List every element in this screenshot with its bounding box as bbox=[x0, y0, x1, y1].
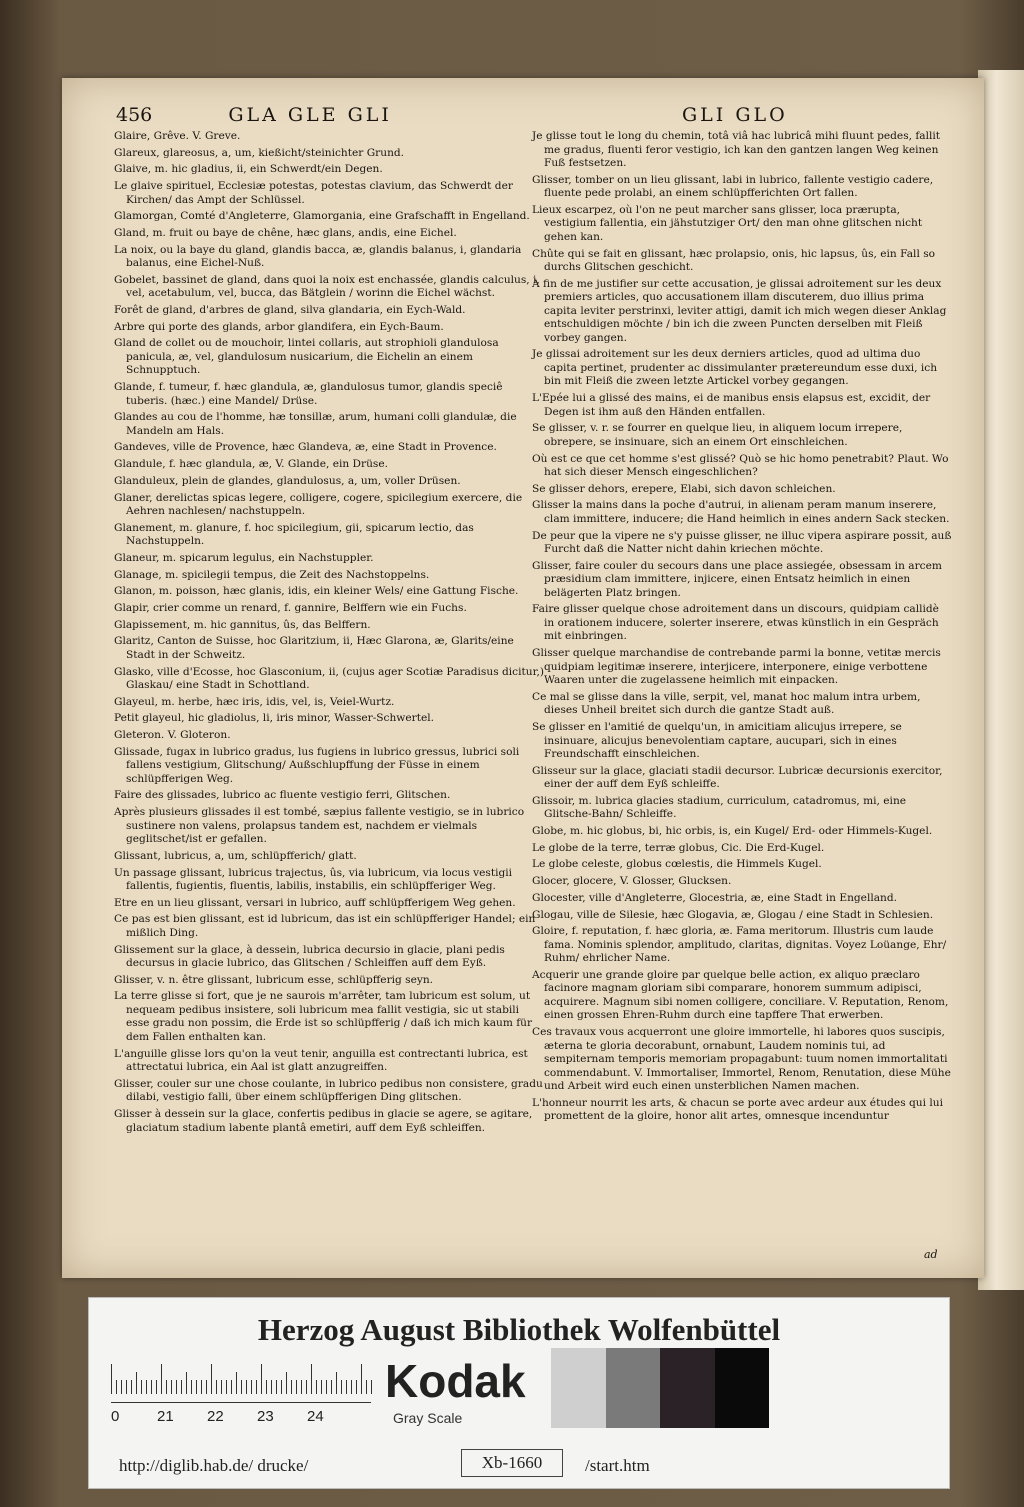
dictionary-entry: Glisser la mains dans la poche d'autrui, in alienam peram manum inserere, clam immittere, inducere; die Hand heimlich in eines andern Sack stecken. bbox=[532, 499, 950, 525]
scale-label-21: 21 bbox=[157, 1408, 174, 1425]
dictionary-entry: Glayeul, m. herbe, hæc iris, idis, vel, is, Veiel-Wurtz. bbox=[114, 695, 395, 708]
gray-patch bbox=[715, 1348, 770, 1428]
dictionary-entry: Glisser, faire couler du secours dans une place assiegée, obsessam in arcem præsidium clam immittere, injicere, einen Entsatz heimlich in einen belägerten Platz bringen. bbox=[532, 559, 942, 599]
dictionary-entry: Glisser, tomber on un lieu glissant, labi in lubrico, fallente vestigio cadere, fluente pede prolabi, an einem schlüpfferichten Ort fallen. bbox=[532, 173, 934, 200]
ruler-tick bbox=[131, 1380, 132, 1394]
ruler-tick bbox=[171, 1380, 172, 1394]
ruler-tick bbox=[216, 1380, 217, 1394]
dictionary-entry: Glandule, f. hæc glandula, æ, V. Glande, ein Drüse. bbox=[114, 458, 388, 471]
dictionary-entry: Glissement sur la glace, à dessein, lubrica decursio in glacie, plani pedis decursus in glacie lubrico, das Glitschen / Schleiffen auff dem Eyß. bbox=[114, 943, 505, 970]
dictionary-entry: Se glisser, v. r. se fourrer en quelque lieu, in aliquem locum irrepere, obrepere, se insinuare, sich an einem Ort einschleichen. bbox=[532, 422, 903, 448]
dictionary-entry: Acquerir une grande gloire par quelque belle action, ex aliquo præclaro facinore magnam gloriam sibi comparare, honorem summum adipisci, acquirere. Magnum sibi nomen colligere, conciliare. V. Reputation, Renom, einen grossen Ehren-Ruhm durch eine tapffere That erwerben. bbox=[532, 968, 949, 1022]
ruler-tick bbox=[121, 1380, 122, 1394]
dictionary-entry: Le glaive spirituel, Ecclesiæ potestas, potestas clavium, das Schwerdt der Kirchen/ das Ampt der Schlüssel. bbox=[114, 180, 513, 206]
ruler-tick bbox=[241, 1380, 242, 1394]
ruler-tick bbox=[246, 1380, 247, 1394]
dictionary-entry: Gland de collet ou de mouchoir, lintei collaris, aut strophioli glandulosa panicula, æ, vel, glandulosum nusicarium, die Eichelin an einem Schnupptuch. bbox=[114, 337, 499, 377]
dictionary-entry: Le globe celeste, globus cœlestis, die Himmels Kugel. bbox=[532, 858, 822, 871]
scale-label-24: 24 bbox=[307, 1408, 324, 1425]
dictionary-entry: Glandes au cou de l'homme, hæ tonsillæ, arum, humani colli glandulæ, die Mandeln am Hals. bbox=[114, 411, 517, 437]
ruler-tick bbox=[261, 1364, 262, 1394]
ruler-tick bbox=[301, 1380, 302, 1394]
dictionary-entry: Je glisse tout le long du chemin, totâ viâ hac lubricâ mihi fluunt pedes, fallit me gradus, fluenti feror vestigio, ich kan den gantzen langen Weg keinen Fuß festsetzen. bbox=[532, 130, 941, 169]
dictionary-entry: Faire des glissades, lubrico ac fluente vestigio ferri, Glitschen. bbox=[114, 789, 451, 802]
dictionary-entry: Glisser à dessein sur la glace, confertis pedibus in glacie se agere, se agitare, glaciatum stadium labente plantâ emetiri, auff dem Eyß schleiffen. bbox=[114, 1108, 533, 1134]
dictionary-entry: La noix, ou la baye du gland, glandis bacca, æ, glandis balanus, i, glandaria balanus, eine Eichel-Nuß. bbox=[114, 243, 522, 270]
ruler-tick bbox=[136, 1372, 137, 1394]
right-guide-words: GLI GLO bbox=[682, 104, 788, 126]
url-link-left[interactable]: http://diglib.hab.de/ drucke/ bbox=[119, 1456, 309, 1475]
dictionary-entry: Glamorgan, Comté d'Angleterre, Glamorgania, eine Grafschafft in Engelland. bbox=[114, 210, 530, 223]
ruler-tick bbox=[191, 1380, 192, 1394]
ruler-scale bbox=[111, 1360, 371, 1400]
left-running-head bbox=[116, 104, 392, 126]
dictionary-entry: De peur que la vipere ne s'y puisse glisser, ne illuc vipera aspirare possit, auß Furcht daß die Natter nicht dahin kriechen möchte. bbox=[532, 529, 952, 556]
shelfmark: Xb-1660 bbox=[461, 1449, 563, 1477]
dictionary-entry: Glapir, crier comme un renard, f. gannire, Belffern wie ein Fuchs. bbox=[114, 601, 467, 614]
dictionary-entry: Etre en un lieu glissant, versari in lubrico, auff schlüpfferigem Weg gehen. bbox=[114, 896, 516, 909]
ruler-tick bbox=[361, 1364, 362, 1394]
dictionary-entry: Ce pas est bien glissant, est id lubricum, das ist ein schlüpfferiger Handel; ein mißlich Ding. bbox=[114, 913, 536, 939]
scale-label-23: 23 bbox=[257, 1408, 274, 1425]
ruler-tick bbox=[196, 1380, 197, 1394]
dictionary-entry: L'honneur nourrit les arts, & chacun se porte avec ardeur aux études qui lui promettent de la gloire, honor alit artes, omnesque incenduntur bbox=[532, 1096, 943, 1123]
dictionary-entry: Gandeves, ville de Provence, hæc Glandeva, æ, eine Stadt in Provence. bbox=[114, 441, 497, 454]
dictionary-entry: Lieux escarpez, où l'on ne peut marcher sans glisser, loca prærupta, vestigium fallentia, ein jähstutziger Ort/ den man ohne glitschen nicht gehen kan. bbox=[532, 203, 923, 243]
dictionary-entry: Glareux, glareosus, a, um, kießicht/steinichter Grund. bbox=[114, 146, 405, 159]
ruler-tick bbox=[211, 1364, 212, 1394]
ruler-tick bbox=[341, 1380, 342, 1394]
dictionary-entry: Glanon, m. poisson, hæc glanis, idis, ein kleiner Wels/ eine Gattung Fische. bbox=[114, 585, 519, 598]
dictionary-entry: A fin de me justifier sur cette accusation, je glissai adroitement sur les deux premiers articles, quo accusationem illam discuterem, duo illius prima capita leviter perstrinxi, leviter attigi, damit ich mich wegen dieser Anklag entschuldigen möchte / bin ich die zween Puncten derselben mit Fleiß vorbey gangen. bbox=[532, 277, 947, 344]
ruler-tick bbox=[126, 1380, 127, 1394]
dictionary-entry: Gland, m. fruit ou baye de chêne, hæc glans, andis, eine Eichel. bbox=[114, 226, 457, 239]
ruler-tick bbox=[206, 1380, 207, 1394]
ruler-tick bbox=[156, 1380, 157, 1394]
ruler-tick bbox=[306, 1380, 307, 1394]
ruler-tick bbox=[366, 1380, 367, 1394]
ruler-tick bbox=[111, 1364, 112, 1394]
ruler-tick bbox=[221, 1380, 222, 1394]
dictionary-entry: Glisser quelque marchandise de contrebande parmi la bonne, vetitæ mercis quidpiam legitimæ inserere, interjicere, interponere, einige verbottene Waaren unter die zugelassene heimlich mit einpacken. bbox=[532, 647, 941, 687]
dictionary-entry: Glissoir, m. lubrica glacies stadium, curriculum, catadromus, mi, eine Glitsche-Bahn/ Schleiffe. bbox=[532, 794, 907, 821]
dictionary-entry: Forêt de gland, d'arbres de gland, silva glandaria, ein Eych-Wald. bbox=[114, 304, 466, 316]
ruler-tick bbox=[231, 1380, 232, 1394]
url-link-right[interactable]: /start.htm bbox=[585, 1456, 650, 1475]
ruler-tick bbox=[181, 1380, 182, 1394]
ruler-tick bbox=[271, 1380, 272, 1394]
dictionary-entry: Se glisser en l'amitié de quelqu'un, in amicitiam alicujus irrepere, se insinuare, alicujus benevolentiam captare, aucupari, sich in eines Freundschafft einschleichen. bbox=[532, 721, 902, 760]
left-column bbox=[114, 130, 544, 1138]
dictionary-entry: Glanement, m. glanure, f. hoc spicilegium, gii, spicarum lectio, das Nachstuppeln. bbox=[114, 521, 474, 548]
ruler-tick bbox=[141, 1380, 142, 1394]
kodak-logo: Kodak bbox=[385, 1355, 526, 1407]
dictionary-entry: Glaneur, m. spicarum legulus, ein Nachstuppler. bbox=[114, 551, 374, 564]
dictionary-entry: Le globe de la terre, terræ globus, Cic. Die Erd-Kugel. bbox=[532, 841, 825, 854]
library-name: Herzog August Bibliothek Wolfenbüttel bbox=[257, 1312, 781, 1347]
ruler-tick bbox=[276, 1380, 277, 1394]
dictionary-entry: Glisseur sur la glace, glaciati stadii decursor. Lubricæ decursionis exercitor, einer der auff dem Eyß schleiffe. bbox=[532, 764, 943, 791]
ruler-tick bbox=[251, 1380, 252, 1394]
dictionary-entry: Glaritz, Canton de Suisse, hoc Glaritzium, ii, Hæc Glarona, æ, Glarits/eine Stadt in der Schweitz. bbox=[114, 635, 514, 661]
ruler-tick bbox=[151, 1380, 152, 1394]
dictionary-entry: Glissade, fugax in lubrico gradus, lus fugiens in lubrico gressus, lubrici soli fallens vestigium, Glitschung/ Außschlupffung der Füsse in einem schlüpfferigen Weg. bbox=[114, 745, 520, 785]
dictionary-entry: Un passage glissant, lubricus trajectus, ûs, via lubricum, via locus vestigii fallentis, fugientis, fluentis, labilis, instabilis, ein schlüpfferiger Weg. bbox=[114, 866, 513, 892]
dictionary-entry: Ce mal se glisse dans la ville, serpit, vel, manat hoc malum intra urbem, dieses Unheil breitet sich durch die gantze Stadt auß. bbox=[532, 690, 921, 717]
ruler-tick bbox=[146, 1380, 147, 1394]
dictionary-entry: Glaner, derelictas spicas legere, colligere, cogere, spicilegium exercere, die Aehren nachlesen/ nachstuppeln. bbox=[114, 491, 523, 517]
dictionary-entry: Glogau, ville de Silesie, hæc Glogavia, æ, Glogau / eine Stadt in Schlesien. bbox=[532, 908, 934, 921]
dictionary-entry: Globe, m. hic globus, bi, hic orbis, is, ein Kugel/ Erd- oder Himmels-Kugel. bbox=[532, 825, 933, 838]
ruler-tick bbox=[186, 1372, 187, 1394]
dictionary-entry: Glisser, couler sur une chose coulante, in lubrico pedibus non consistere, gradu dilabi, vestigio falli, über einem schlüpfferigen Ding glitschen. bbox=[114, 1077, 543, 1104]
catchword: ad bbox=[924, 1248, 938, 1261]
dictionary-entry: Je glissai adroitement sur les deux derniers articles, quod ad ultima duo capita pertinet, prudenter ac dissimulanter prætereundum esse duxi, ich bin mit Fleiß die zween letzte Artickel vorbey gegangen. bbox=[532, 348, 938, 388]
dictionary-entry: Gloire, f. reputation, f. hæc gloria, æ. Fama meritorum. Illustris cum laude fama. Nominis splendor, amplitudo, claritas, dignitas. Voyez Loüange, Ehr/ Ruhm/ ehrlicher Name. bbox=[532, 925, 947, 965]
left-guide-words: GLA GLE GLI bbox=[228, 104, 392, 126]
dictionary-entry: Glapissement, m. hic gannitus, ûs, das Belffern. bbox=[114, 618, 371, 631]
ruler-tick bbox=[256, 1380, 257, 1394]
ruler-tick bbox=[176, 1380, 177, 1394]
page-number: 456 bbox=[116, 104, 153, 126]
ruler-tick bbox=[371, 1380, 372, 1394]
dictionary-entry: Glocester, ville d'Angleterre, Glocestria, æ, eine Stadt in Engelland. bbox=[532, 891, 898, 904]
adjacent-page-edge bbox=[978, 70, 1024, 1290]
ruler-tick bbox=[296, 1380, 297, 1394]
dictionary-entry: Ces travaux vous acquerront une gloire immortelle, hi labores quos suscipis, æterna te gloria decorabunt, ornabunt, Laudem nominis tui, ad sempiternam temporis memoriam propagabunt: tuum nomen immortalitati commendabunt. V. Immortaliser, Immortel, Renom, Renutation, diese Mühe und Arbeit wird euch einen unsterblichen Namen machen. bbox=[532, 1026, 951, 1093]
dictionary-entry: L'anguille glisse lors qu'on la veut tenir, anguilla est contrectanti lubrica, est attrectatui lubrica, ein Aal ist glatt anzugreiffen. bbox=[114, 1047, 528, 1074]
dictionary-entry: Chûte qui se fait en glissant, hæc prolapsio, onis, hic lapsus, ûs, ein Fall so durchs Glitschen geschicht. bbox=[532, 247, 936, 274]
ruler-tick bbox=[236, 1372, 237, 1394]
ruler-tick bbox=[331, 1380, 332, 1394]
dictionary-entry: Glaire, Grêve. V. Greve. bbox=[114, 130, 241, 142]
dictionary-entry: Après plusieurs glissades il est tombé, sæpius fallente vestigio, se in lubrico sustinere non valens, prolapsus tandem est, nachdem er vielmals geglitschet/ist er gefallen. bbox=[114, 806, 525, 846]
gray-patches bbox=[551, 1348, 769, 1428]
dictionary-entry: Glande, f. tumeur, f. hæc glandula, æ, glandulosus tumor, glandis speciê tuberis. (hæc.) eine Mandel/ Drüse. bbox=[114, 381, 503, 407]
ruler-tick bbox=[266, 1380, 267, 1394]
ruler-tick bbox=[286, 1372, 287, 1394]
ruler-tick bbox=[166, 1380, 167, 1394]
ruler-tick bbox=[201, 1380, 202, 1394]
ruler-tick bbox=[316, 1380, 317, 1394]
ruler-tick bbox=[291, 1380, 292, 1394]
color-target-strip bbox=[88, 1297, 950, 1489]
ruler-tick bbox=[356, 1380, 357, 1394]
gray-patch bbox=[660, 1348, 715, 1428]
dictionary-entry: Faire glisser quelque chose adroitement dans un discours, quidpiam callidè in orationem inducere, solerter inserere, etwas künstlich in ein Gespräch mit einbringen. bbox=[532, 603, 939, 643]
ruler-tick bbox=[311, 1364, 312, 1394]
gray-patch bbox=[551, 1348, 606, 1428]
dictionary-entry: Glasko, ville d'Ecosse, hoc Glasconium, ii, (cujus ager Scotiæ Paradisus dicitur,) Glaskau/ eine Stadt in Schottland. bbox=[114, 665, 544, 691]
book-page bbox=[62, 78, 984, 1278]
dictionary-entry: Glaive, m. hic gladius, ii, ein Schwerdt/ein Degen. bbox=[114, 163, 383, 176]
ruler-tick bbox=[336, 1372, 337, 1394]
ruler-tick bbox=[161, 1364, 162, 1394]
ruler-tick bbox=[321, 1380, 322, 1394]
ruler-tick bbox=[346, 1380, 347, 1394]
dictionary-entry: L'Epée lui a glissé des mains, ei de manibus ensis elapsus est, excidit, der Degen ist ihm auß den Händen entfallen. bbox=[532, 392, 931, 418]
dictionary-entry: Glissant, lubricus, a, um, schlüpfferich/ glatt. bbox=[114, 849, 357, 862]
ruler-baseline bbox=[111, 1402, 371, 1403]
dictionary-entry: Petit glayeul, hic gladiolus, li, iris minor, Wasser-Schwertel. bbox=[114, 712, 434, 725]
dictionary-entry: La terre glisse si fort, que je ne saurois m'arrêter, tam lubricum est solum, ut nequeam pedibus insistere, soli lubricum mea fallit vestigia, sic ut stabili esse gradu non possim, die Erde ist so schlüpfferig / daß ich mich kaum für dem Fallen enthalten kan. bbox=[114, 990, 533, 1043]
dictionary-entry: Glocer, glocere, V. Glosser, Glucksen. bbox=[532, 875, 732, 888]
right-column bbox=[532, 130, 952, 1127]
ruler-tick bbox=[226, 1380, 227, 1394]
scale-label-22: 22 bbox=[207, 1408, 224, 1425]
dictionary-entry: Arbre qui porte des glands, arbor glandifera, ein Eych-Baum. bbox=[114, 320, 444, 333]
dictionary-entry: Où est ce que cet homme s'est glissé? Quò se hic homo penetrabit? Plaut. Wo hat sich dieser Mensch eingeschlichen? bbox=[532, 452, 949, 478]
ruler-tick bbox=[116, 1380, 117, 1394]
dictionary-entry: Glanduleux, plein de glandes, glandulosus, a, um, voller Drüsen. bbox=[114, 474, 461, 487]
dictionary-entry: Glanage, m. spicilegii tempus, die Zeit des Nachstoppelns. bbox=[114, 568, 430, 581]
ruler-tick bbox=[351, 1380, 352, 1394]
dictionary-entry: Glisser, v. n. être glissant, lubricum esse, schlüpfferig seyn. bbox=[114, 973, 434, 986]
gray-patch bbox=[606, 1348, 661, 1428]
scale-label-0: 0 bbox=[111, 1408, 120, 1425]
ruler-tick bbox=[326, 1380, 327, 1394]
gray-scale-label: Gray Scale bbox=[393, 1410, 463, 1426]
dictionary-entry: Gobelet, bassinet de gland, dans quoi la noix est enchassée, glandis calculus, i, vel, acetabulum, vel, bucca, das Bätglein / worinn die Eichel wächst. bbox=[114, 273, 540, 300]
dictionary-entry: Se glisser dehors, erepere, Elabi, sich davon schleichen. bbox=[532, 482, 836, 495]
ruler-tick bbox=[281, 1380, 282, 1394]
dictionary-entry: Gleteron. V. Gloteron. bbox=[114, 729, 231, 742]
